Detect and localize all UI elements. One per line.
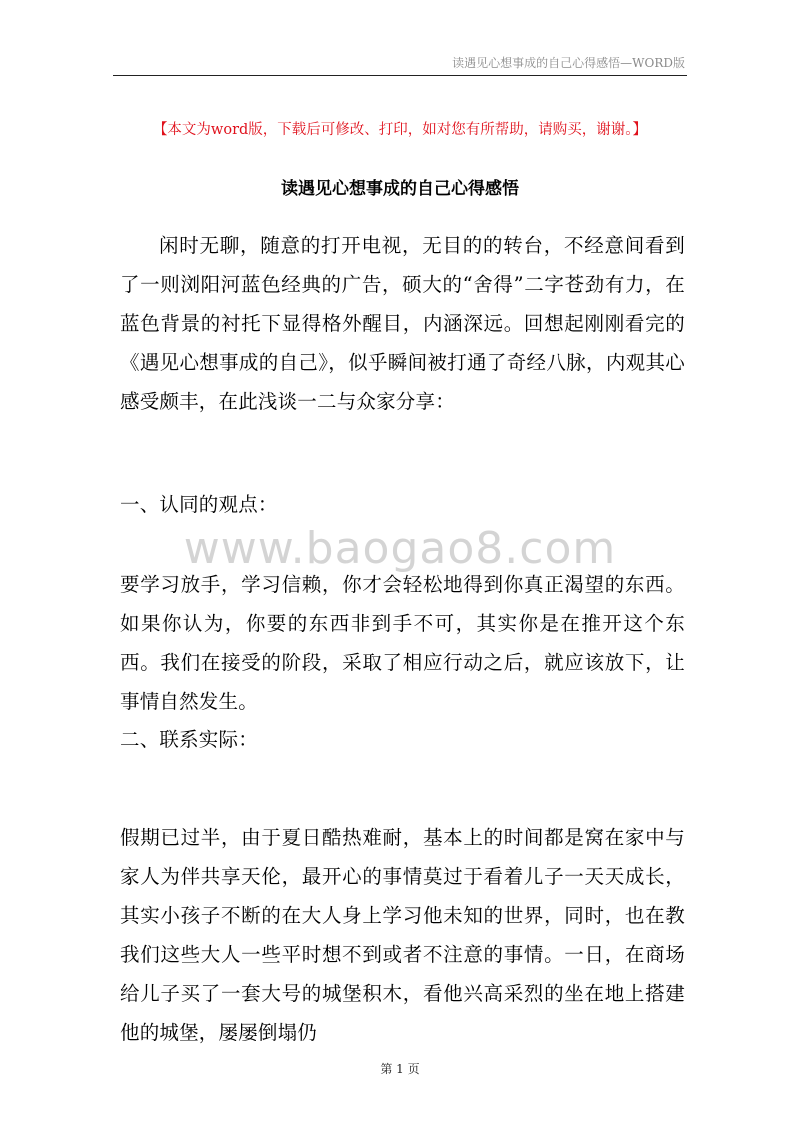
section-1-paragraph: 要学习放手，学习信赖，你才会轻松地得到你真正渴望的东西。如果你认为，你要的东西非到手不可，其实你是在推开这个东西。我们在接受的阶段，采取了相应行动之后，就应该放下，让事情自然发生。 [120,573,685,713]
page-number: 第 1 页 [380,1062,420,1076]
intro-paragraph: 闲时无聊，随意的打开电视，无目的的转台，不经意间看到了一则浏阳河蓝色经典的广告，硕大的“舍得”二字苍劲有力，在蓝色背景的衬托下显得格外醒目，内涵深远。回想起刚刚看完的《遇见心想事成的自己》，似乎瞬间被打通了奇经八脉，内观其心感受颇丰，在此浅谈一二与众家分享： [120,234,685,413]
document-title: 读遇见心想事成的自己心得感悟 [281,179,519,199]
section-heading-2: 二、联系实际： [120,728,258,751]
watermark: www.baogao8.com [183,523,617,574]
section-2-paragraph: 假期已过半，由于夏日酷热难耐，基本上的时间都是窝在家中与家人为伴共享天伦，最开心的事情莫过于看着儿子一天天成长，其实小孩子不断的在大人身上学习他未知的世界，同时，也在教我们这些大人一些平时想不到或者不注意的事情。一日，在商场给儿子买了一套大号的城堡积木，看他兴高采烈的坐在地上搭建他的城堡，屡屡倒塌仍 [120,826,685,1044]
header-divider [113,75,687,76]
purchase-notice: 【本文为word版，下载后可修改、打印，如对您有所帮助，请购买，谢谢。】 [152,122,648,138]
running-header: 读遇见心想事成的自己心得感悟—WORD版 [452,56,685,70]
section-heading-1: 一、认同的观点： [120,493,278,516]
